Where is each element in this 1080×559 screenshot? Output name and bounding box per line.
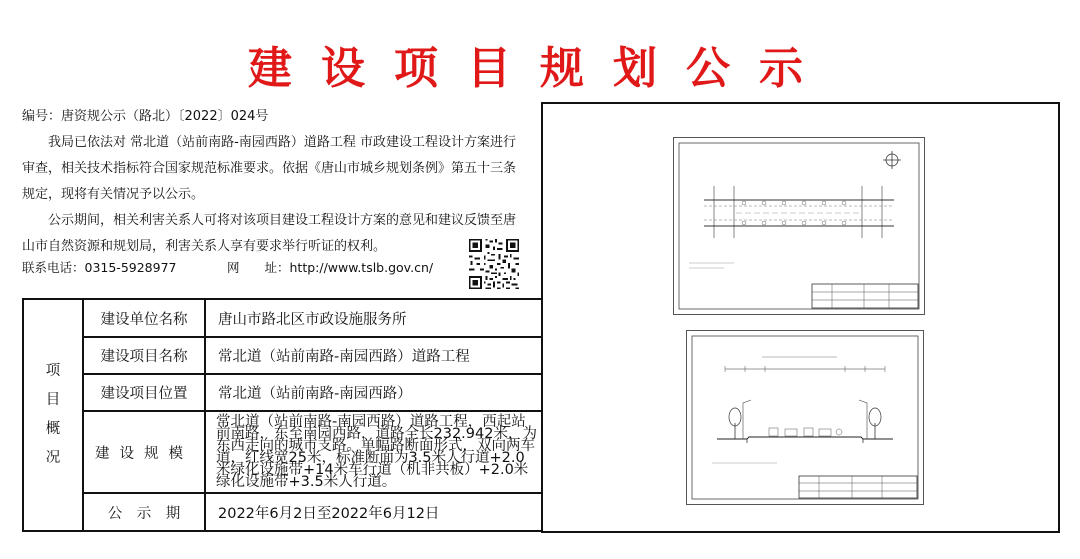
side-label-char: 目 xyxy=(45,392,61,408)
row-value: 常北道（站前南路-南园西路） xyxy=(205,374,549,411)
table-row xyxy=(23,299,549,337)
design-drawings-panel xyxy=(541,102,1060,533)
row-label: 建设项目位置 xyxy=(83,374,205,411)
cross-section-drawing xyxy=(686,330,924,505)
announcement-text xyxy=(22,104,528,260)
row-label: 建设规模 xyxy=(83,411,205,493)
table-row xyxy=(23,374,549,411)
cross-section-graphic xyxy=(687,331,923,504)
table-row xyxy=(23,493,549,531)
tree-icon xyxy=(729,408,881,439)
contact-phone: 联系电话：0315-5928977 xyxy=(22,260,177,275)
overview-side-label xyxy=(23,299,83,531)
table-row xyxy=(23,337,549,374)
page-title: 建设项目规划公示 xyxy=(248,43,832,94)
side-label-char: 况 xyxy=(45,450,61,466)
row-label: 公 示 期 xyxy=(83,493,205,531)
intro-paragraph-2: 公示期间，相关利害关系人可将对该项目建设工程设计方案的意见和建议反馈至唐山市自然资源和规划局，利害关系人享有要求举行听证的权利。 xyxy=(22,213,517,254)
row-label: 建设项目名称 xyxy=(83,337,205,374)
row-label: 建设单位名称 xyxy=(83,299,205,337)
road-plan-drawing xyxy=(673,137,925,315)
road-plan-graphic xyxy=(674,138,924,314)
doc-number: 编号：唐资规公示（路北）〔2022〕024号 xyxy=(22,109,269,124)
row-value: 常北道（站前南路-南园西路）道路工程 xyxy=(205,337,549,374)
side-label-char: 概 xyxy=(45,421,61,437)
row-value: 常北道（站前南路-南园西路）道路工程，西起站前南路，东至南园西路，道路全长232.942米，为东西走向的城市支路。单幅路断面形式，双向两车道，红线宽25米，标准断面为3.5米人行道+2.0米绿化设施带+14米车行道（机非共板）+2.0米绿化设施带+3.5米人行道。 xyxy=(205,411,549,493)
side-label-char: 项 xyxy=(45,363,61,379)
qr-code-icon xyxy=(467,237,521,291)
row-value: 2022年6月2日至2022年6月12日 xyxy=(205,493,549,531)
row-value: 唐山市路北区市政设施服务所 xyxy=(205,299,549,337)
project-overview-table xyxy=(22,298,550,532)
contact-line xyxy=(22,258,434,276)
streetlight-icon xyxy=(743,400,867,439)
intro-paragraph-1: 我局已依法对 常北道（站前南路-南园西路）道路工程 市政建设工程设计方案进行审查，相关技术指标符合国家规范标准要求。依据《唐山市城乡规划条例》第五十三条规定，现将有关情况予以公示。 xyxy=(22,135,517,202)
overview-side-text xyxy=(25,357,81,473)
table-row xyxy=(23,411,549,493)
website-link[interactable]: 网 址：http://www.tslb.gov.cn/ xyxy=(227,260,434,275)
